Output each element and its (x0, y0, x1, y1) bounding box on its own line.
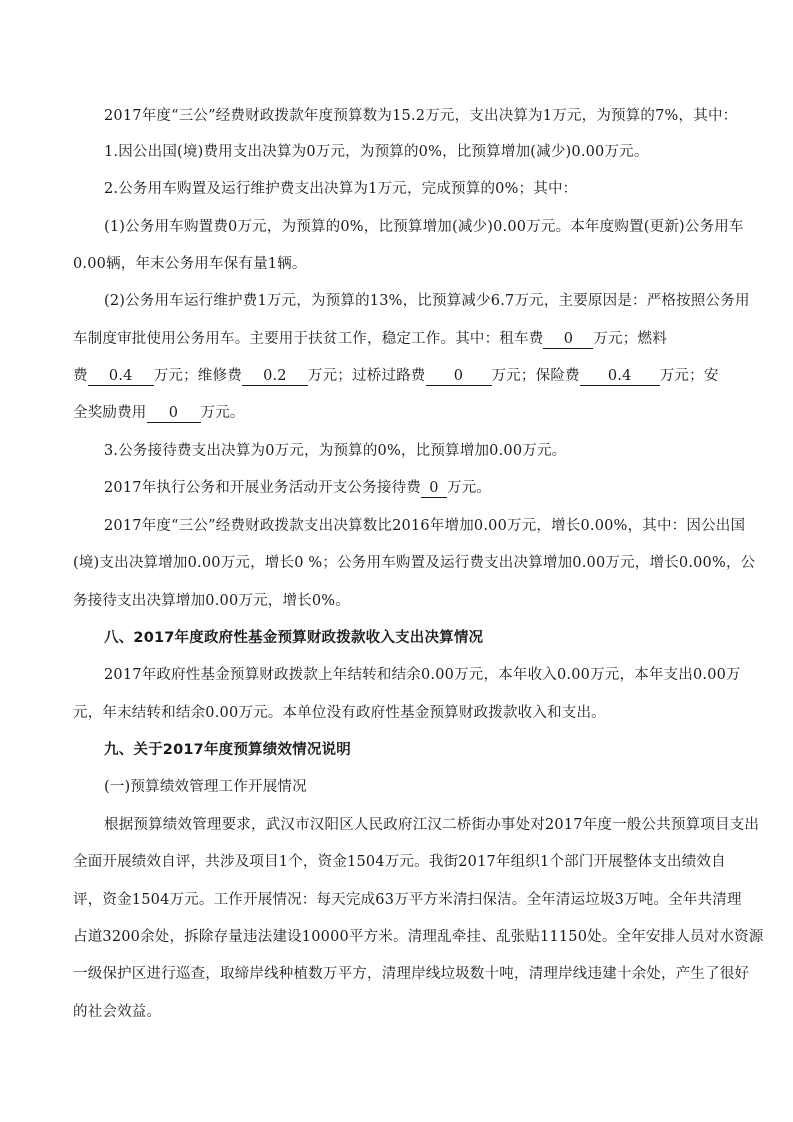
text-segment: 万元；安 (659, 368, 719, 384)
repair-fee-value: 0.2 (242, 368, 308, 386)
text-segment: 费 (73, 368, 88, 384)
text-segment: 万元；维修费 (153, 368, 242, 384)
insurance-fee-value: 0.4 (580, 368, 660, 386)
paragraph-line (73, 329, 667, 349)
paragraph-line: 占道3200余处，拆除存量违法建设10000平方米。清理乱牵挂、乱张贴11150处。全年安排人员对水资源 (73, 929, 764, 945)
paragraph-line: 1.因公出国(境)费用支出决算为0万元，为预算的0%，比预算增加(减少)0.00万元。 (104, 144, 649, 160)
rental-fee-value: 0 (543, 331, 593, 349)
paragraph-line: (境)支出决算增加0.00万元，增长0 %；公务用车购置及运行费支出决算增加0.00万元，增长0.00%，公 (73, 555, 756, 571)
paragraph-line: 0.00辆，年末公务用车保有量1辆。 (73, 256, 307, 272)
paragraph-line: 评，资金1504万元。工作开展情况：每天完成63万平方米清扫保洁。全年清运垃圾3万吨。全年共清理 (73, 892, 742, 908)
paragraph-line: 2017年度“三公”经费财政拨款支出决算数比2016年增加0.00万元，增长0.00%，其中：因公出国 (104, 518, 746, 534)
paragraph-line (104, 478, 491, 498)
paragraph-line: 全面开展绩效自评，共涉及项目1个，资金1504万元。我街2017年组织1个部门开展整体支出绩效自 (73, 854, 726, 870)
paragraph-line: 2017年度“三公”经费财政拨款年度预算数为15.2万元，支出决算为1万元，为预算的7%，其中： (104, 108, 738, 124)
text-segment: 万元；过桥过路费 (307, 368, 426, 384)
text-segment: 万元。 (447, 480, 492, 496)
text-segment: 万元；燃料 (593, 331, 667, 347)
text-segment: 万元。 (200, 405, 245, 421)
subsection-heading: (一)预算绩效管理工作开展情况 (104, 779, 307, 795)
fuel-fee-value: 0.4 (88, 368, 154, 386)
text-segment: 2017年执行公务和开展业务活动开支公务接待费 (104, 480, 421, 496)
reception-fee-value: 0 (421, 480, 447, 498)
paragraph-line: 2.公务用车购置及运行维护费支出决算为1万元，完成预算的0%；其中： (104, 181, 578, 197)
paragraph-line: 根据预算绩效管理要求，武汉市汉阳区人民政府江汉二桥街办事处对2017年度一般公共预算项目支出 (104, 817, 760, 833)
section-heading-8: 八、2017年度政府性基金预算财政拨款收入支出决算情况 (104, 630, 484, 646)
text-segment: 全奖励费用 (73, 405, 147, 421)
text-segment: 车制度审批使用公务用车。主要用于扶贫工作，稳定工作。其中：租车费 (73, 331, 544, 347)
paragraph-line: 2017年政府性基金预算财政拨款上年结转和结余0.00万元，本年收入0.00万元，本年支出0.00万 (104, 667, 741, 683)
paragraph-line: 3.公务接待费支出决算为0万元，为预算的0%，比预算增加0.00万元。 (104, 443, 567, 459)
text-segment: 万元；保险费 (491, 368, 580, 384)
paragraph-line: (1)公务用车购置费0万元，为预算的0%，比预算增加(减少)0.00万元。本年度购置(更新)公务用车 (104, 219, 744, 235)
paragraph-line: (2)公务用车运行维护费1万元，为预算的13%，比预算减少6.7万元，主要原因是：严格按照公务用 (104, 293, 750, 309)
paragraph-line (73, 403, 245, 423)
paragraph-line: 一级保护区进行巡查，取缔岸线种植数万平方，清理岸线垃圾数十吨，清理岸线违建十余处，产生了很好 (73, 966, 750, 982)
safety-reward-value: 0 (147, 405, 201, 423)
paragraph-line (73, 366, 719, 386)
toll-fee-value: 0 (426, 368, 492, 386)
paragraph-line: 的社会效益。 (73, 1004, 162, 1020)
paragraph-line: 元，年末结转和结余0.00万元。本单位没有政府性基金预算财政拨款收入和支出。 (73, 705, 606, 721)
section-heading-9: 九、关于2017年度预算绩效情况说明 (104, 742, 351, 758)
paragraph-line: 务接待支出决算增加0.00万元，增长0%。 (73, 593, 350, 609)
